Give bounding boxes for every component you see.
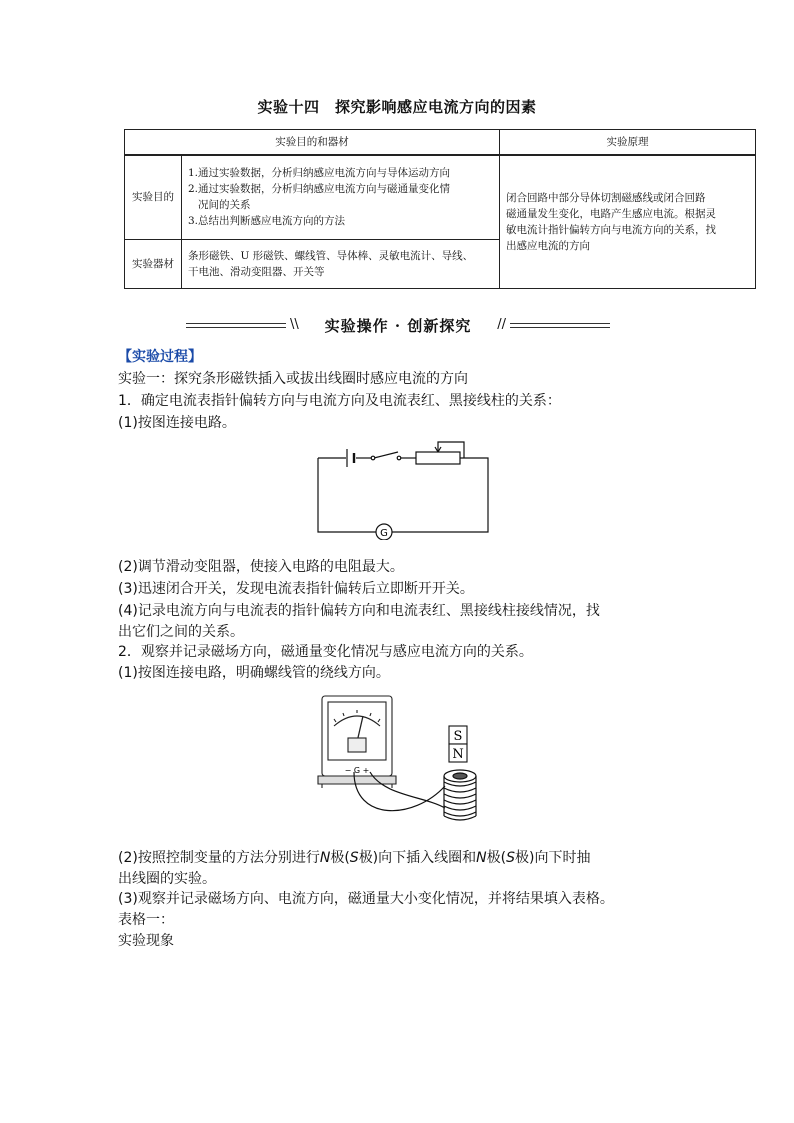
text-line: (4)记录电流方向与电流表的指针偏转方向和电流表红、黑接线柱接线情况，找: [118, 603, 600, 619]
goal-item-2: 2.通过实验数据，分析归纳感应电流方向与磁通量变化情: [188, 183, 451, 196]
section-heading: 【实验过程】: [118, 349, 202, 365]
text-line: 2．观察并记录磁场方向，磁通量变化情况与感应电流方向的关系。: [118, 644, 533, 660]
text-line: 表格一：: [118, 912, 174, 928]
circuit-diagram: [314, 440, 492, 540]
equipment-label: 实验器材: [125, 239, 182, 289]
header-purpose-equipment: 实验目的和器材: [125, 130, 500, 156]
pole-n-2: N: [476, 850, 487, 866]
page-title: 实验十四 探究影响感应电流方向的因素: [257, 98, 537, 116]
text-line-poles: [118, 847, 590, 867]
principle-content: [500, 155, 756, 289]
text-part: 极)向下时抽: [515, 850, 591, 866]
galvanometer-symbol: [376, 524, 392, 540]
goal-item-2-cont: 况间的关系: [198, 199, 251, 212]
solenoid-coil: [444, 770, 476, 820]
pole-s: S: [349, 850, 359, 866]
terminal-labels: − G +: [344, 766, 370, 775]
header-principle: 实验原理: [500, 130, 756, 156]
banner-text: 实验操作 · 创新探究: [324, 317, 472, 335]
text-line: (1)按图连接电路，明确螺线管的绕线方向。: [118, 665, 390, 681]
pole-n: N: [319, 850, 331, 866]
equipment-line-1: 条形磁铁、U 形磁铁、螺线管、导体棒、灵敏电流计、导线、: [188, 249, 474, 262]
text-line: 实验现象: [118, 933, 174, 949]
magnet-pole-n: N: [452, 747, 464, 762]
text-part: 极(: [330, 850, 350, 866]
apparatus-illustration: [314, 692, 484, 834]
experiment-info-table: [124, 129, 756, 289]
section-banner: [186, 314, 610, 338]
principle-line-2: 磁通量发生变化，电路产生感应电流。根据灵: [506, 208, 716, 220]
goal-item-1: 1.通过实验数据，分析归纳感应电流方向与导体运动方向: [188, 167, 451, 180]
equipment-line-2: 干电池、滑动变阻器、开关等: [188, 265, 325, 278]
text-line: 出它们之间的关系。: [118, 624, 244, 640]
principle-line-3: 敏电流计指针偏转方向与电流方向的关系，找: [506, 224, 716, 236]
table-row-goal: [125, 155, 756, 239]
text-line: (3)观察并记录磁场方向、电流方向，磁通量大小变化情况，并将结果填入表格。: [118, 891, 614, 907]
galvanometer-label: G: [380, 528, 388, 539]
bar-magnet: [449, 726, 467, 762]
text-line: (2)调节滑动变阻器，使接入电路的电阻最大。: [118, 559, 404, 575]
magnet-pole-s: S: [453, 729, 463, 744]
pole-s-2: S: [506, 850, 515, 866]
text-part: 极)向下插入线圈和: [358, 850, 477, 866]
text-line: 实验一：探究条形磁铁插入或拔出线圈时感应电流的方向: [118, 371, 468, 387]
banner-mark-left: \\: [290, 317, 299, 332]
goal-item-3: 3.总结出判断感应电流方向的方法: [188, 215, 346, 228]
banner-mark-right: //: [497, 317, 506, 332]
text-line: (3)迅速闭合开关，发现电流表指针偏转后立即断开开关。: [118, 581, 474, 597]
text-part: 极(: [486, 850, 507, 866]
goal-label: 实验目的: [125, 155, 182, 239]
principle-line-1: 闭合回路中部分导体切割磁感线或闭合回路: [506, 192, 706, 204]
goal-content: [182, 155, 500, 239]
text-part: (2)按照控制变量的方法分别进行: [118, 850, 320, 866]
table-header-row: [125, 130, 756, 156]
text-line: 1．确定电流表指针偏转方向与电流方向及电流表红、黑接线柱的关系：: [118, 393, 561, 409]
equipment-content: [182, 239, 500, 289]
principle-line-4: 出感应电流的方向: [506, 240, 590, 252]
text-line: 出线圈的实验。: [118, 871, 216, 887]
text-line: (1)按图连接电路。: [118, 415, 236, 431]
